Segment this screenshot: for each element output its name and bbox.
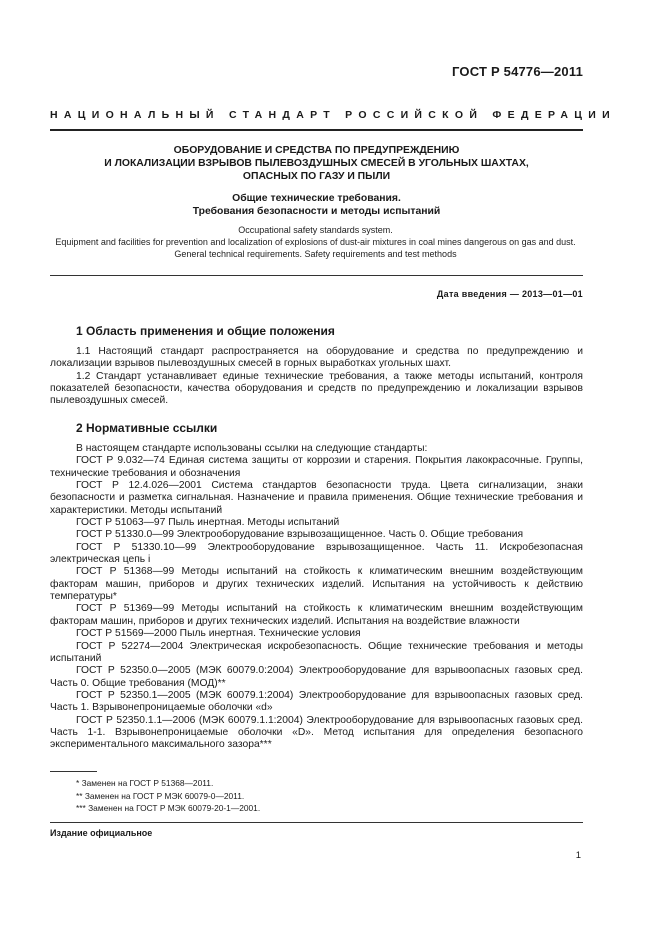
title-line-3: ОПАСНЫХ ПО ГАЗУ И ПЫЛИ bbox=[242, 171, 391, 183]
introduction-date: Дата введения — 2013—01—01 bbox=[436, 289, 583, 299]
reference-item: ГОСТ Р 52350.1—2005 (МЭК 60079.1:2004) Электрооборудование для взрывоопасных газовых сред. Часть 1. Взрывонепроницаемые оболочки «d» bbox=[50, 689, 583, 714]
section-1-heading: 1 Область применения и общие положения bbox=[76, 324, 335, 338]
reference-item: ГОСТ Р 51330.10—99 Электрооборудование взрывозащищенное. Часть 11. Искробезопасная электрическая цепь i bbox=[50, 541, 583, 566]
english-title-line-2: Equipment and facilities for prevention and localization of explosions of dust-air mixtures in coal mines dangerous on gas and dust. General technical requirements. Safety requirements and test methods bbox=[55, 237, 576, 259]
footnote: ** Заменен на ГОСТ Р МЭК 60079-0—2011. bbox=[76, 790, 245, 801]
reference-item: ГОСТ Р 51569—2000 Пыль инертная. Технические условия bbox=[76, 628, 361, 640]
title-rule bbox=[50, 275, 583, 276]
national-standard-banner: НАЦИОНАЛЬНЫЙ СТАНДАРТ РОССИЙСКОЙ ФЕДЕРАЦИИ bbox=[50, 109, 616, 121]
reference-item: ГОСТ Р 52350.0—2005 (МЭК 60079.0:2004) Электрооборудование для взрывоопасных газовых сред. Часть 0. Общие требования (МОД)** bbox=[50, 665, 583, 689]
reference-item: ГОСТ Р 51330.0—99 Электрооборудование взрывозащищенное. Часть 0. Общие требования bbox=[76, 529, 524, 541]
reference-item: ГОСТ Р 9.032—74 Единая система защиты от коррозии и старения. Покрытия лакокрасочные. Группы, технические требования и обозначения bbox=[50, 455, 583, 479]
reference-item: ГОСТ Р 51063—97 Пыль инертная. Методы испытаний bbox=[76, 517, 340, 529]
footnote-rule bbox=[50, 771, 97, 772]
header-rule bbox=[50, 129, 583, 131]
section-1-body bbox=[50, 346, 583, 408]
reference-item: ГОСТ Р 51368—99 Методы испытаний на стойкость к климатическим внешним воздействующим факторам машин, приборов и других технических изделий. Испытания на устойчивость к действию температуры* bbox=[50, 566, 583, 603]
document-subtitle bbox=[50, 192, 583, 218]
document-title bbox=[50, 144, 583, 184]
standard-number: ГОСТ Р 54776—2011 bbox=[452, 64, 583, 79]
reference-item: ГОСТ Р 12.4.026—2001 Система стандартов безопасности труда. Цвета сигнализации, знаки безопасности и разметка сигнальная. Назначение и правила применения. Общие технические требования и характеристики. Методы испытаний bbox=[50, 480, 583, 516]
english-title-line-1: Occupational safety standards system. bbox=[238, 225, 393, 235]
footnote: * Заменен на ГОСТ Р 51368—2011. bbox=[76, 778, 214, 788]
footnotes bbox=[76, 777, 260, 815]
page-number: 1 bbox=[575, 850, 581, 861]
title-line-2: И ЛОКАЛИЗАЦИИ ВЗРЫВОВ ПЫЛЕВОЗДУШНЫХ СМЕСЕЙ В УГОЛЬНЫХ ШАХТАХ, bbox=[104, 158, 529, 170]
section-2-body bbox=[50, 443, 583, 752]
footer-rule bbox=[50, 822, 583, 823]
paragraph: 1.1 Настоящий стандарт распространяется на оборудование и средства по предупреждению и локализации взрывов пылевоздушных смесей в горных выработках угольных шахт. bbox=[50, 346, 583, 370]
english-title bbox=[40, 224, 591, 260]
title-line-1: ОБОРУДОВАНИЕ И СРЕДСТВА ПО ПРЕДУПРЕЖДЕНИЮ bbox=[173, 145, 460, 156]
section-2-heading: 2 Нормативные ссылки bbox=[76, 421, 218, 435]
reference-item: ГОСТ Р 51369—99 Методы испытаний на стойкость к климатическим внешним воздействующим факторам машин, приборов и других технических изделий. Испытания на воздействие влажности bbox=[50, 603, 583, 627]
reference-item: ГОСТ Р 52274—2004 Электрическая искробезопасность. Общие технические требования и методы испытаний bbox=[50, 640, 583, 664]
reference-item: ГОСТ Р 52350.1.1—2006 (МЭК 60079.1.1:2004) Электрооборудование для взрывоопасных газовых сред. Часть 1-1. Взрывонепроницаемые оболочки «D». Метод испытания для определения безопасного экспериментального максимального зазора*** bbox=[50, 714, 583, 751]
footnote: *** Заменен на ГОСТ Р МЭК 60079-20-1—2001. bbox=[76, 803, 261, 814]
subtitle-line-1: Общие технические требования. bbox=[232, 193, 401, 204]
subtitle-line-2: Требования безопасности и методы испытаний bbox=[192, 206, 441, 218]
paragraph: 1.2 Стандарт устанавливает единые технические требования, а также методы испытаний, контроля показателей безопасности, качества оборудования и средств по предупреждению и локализации взрывов пылевоздушных смесей. bbox=[50, 370, 583, 407]
official-edition-label: Издание официальное bbox=[50, 828, 153, 838]
paragraph: В настоящем стандарте использованы ссылки на следующие стандарты: bbox=[76, 443, 428, 454]
